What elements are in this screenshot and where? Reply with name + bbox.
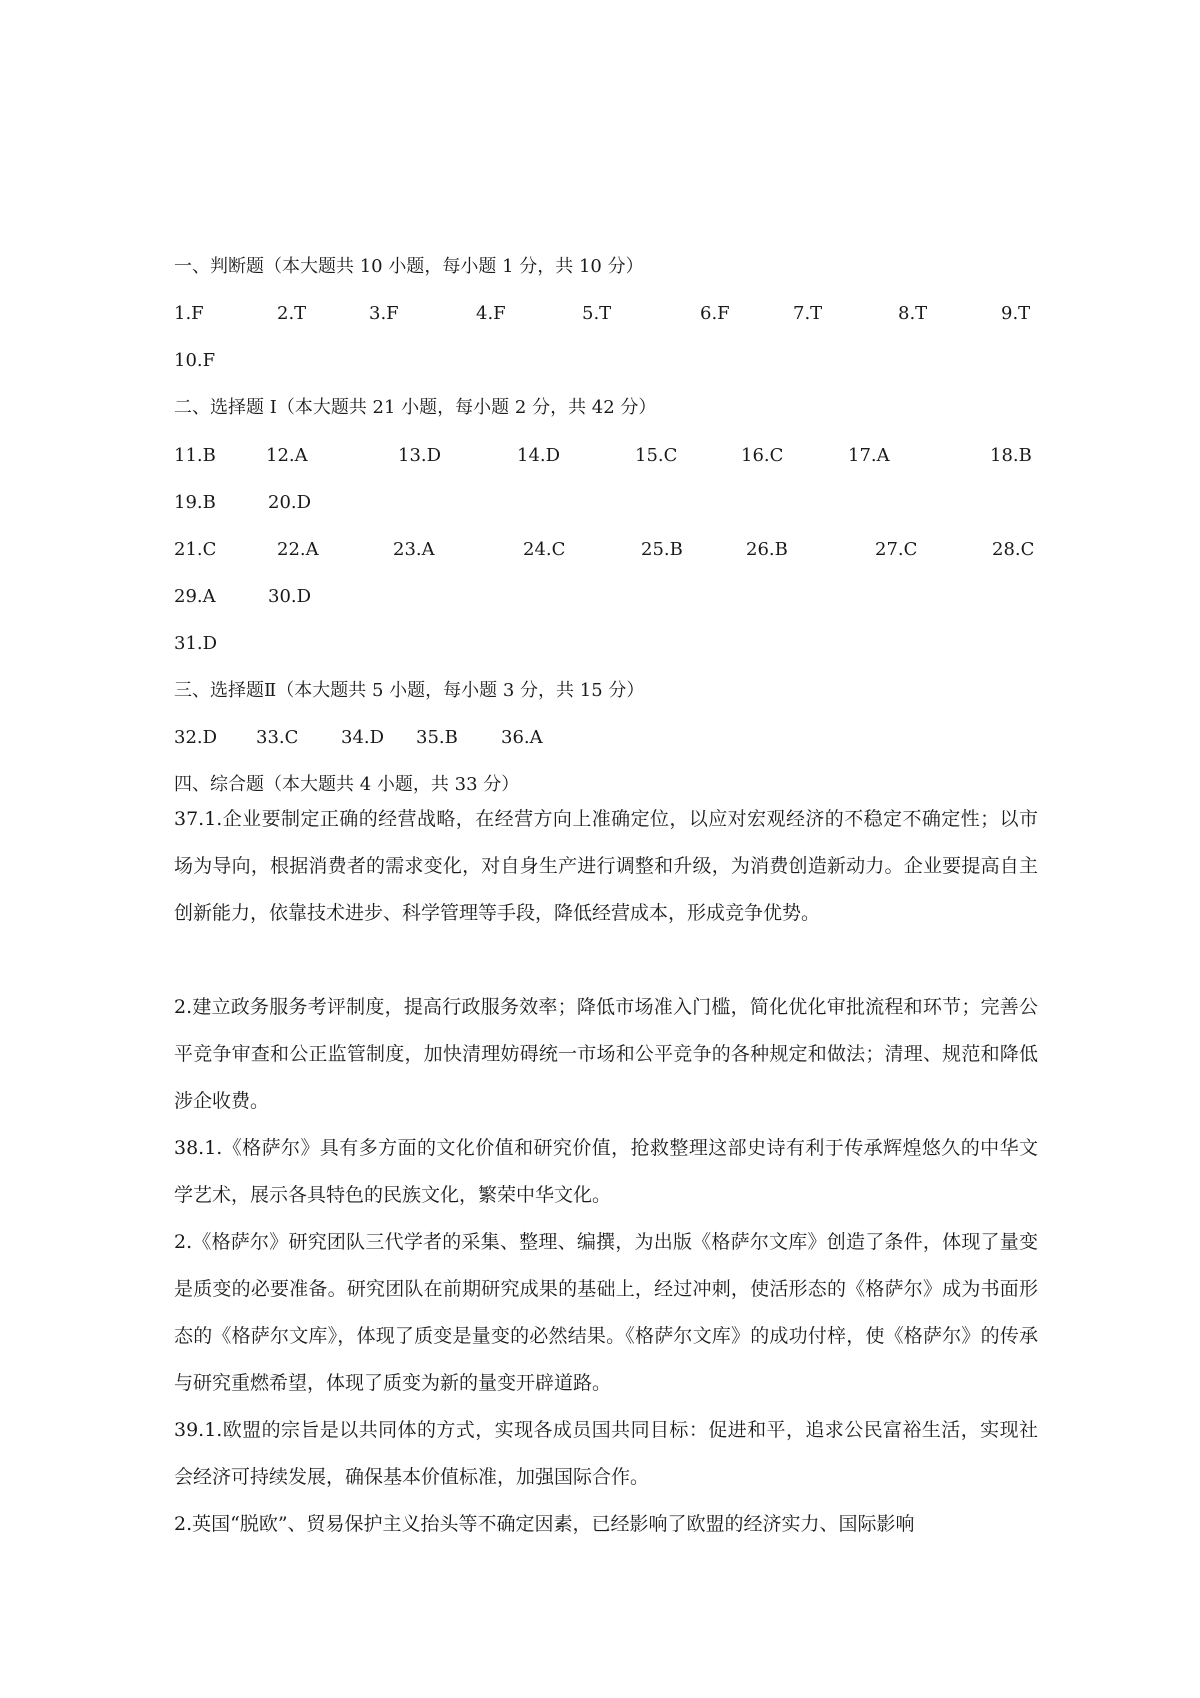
answer-31: 31.D <box>174 633 218 654</box>
answer-39-part2: 2.英国“脱欧”、贸易保护主义抬头等不确定因素，已经影响了欧盟的经济实力、国际影响 <box>174 1513 915 1535</box>
answer-23: 23.A <box>393 539 435 560</box>
answer-1: 1.F <box>174 303 204 324</box>
answer-34: 34.D <box>341 727 385 748</box>
answer-27: 27.C <box>875 539 918 560</box>
answer-16: 16.C <box>741 445 784 466</box>
answer-33: 33.C <box>256 727 299 748</box>
answer-37-part2: 2.建立政务服务考评制度，提高行政服务效率；降低市场准入门槛，简化优化审批流程和环节；完善公平竞争审查和公正监管制度，加快清理妨碍统一市场和公平竞争的各种规定和做法；清理、规范和降低涉企收费。 <box>174 996 1038 1112</box>
answer-6: 6.F <box>700 303 730 324</box>
answer-12: 12.A <box>266 445 308 466</box>
answer-30: 30.D <box>268 586 312 607</box>
section4-heading: 四、综合题（本大题共 4 小题，共 33 分） <box>174 774 520 795</box>
answer-38-part1: 38.1.《格萨尔》具有多方面的文化价值和研究价值，抢救整理这部史诗有利于传承辉煌悠久的中华文学艺术，展示各具特色的民族文化，繁荣中华文化。 <box>174 1137 1038 1206</box>
answer-2: 2.T <box>277 303 307 324</box>
answer-21: 21.C <box>174 539 217 560</box>
answer-28: 28.C <box>992 539 1035 560</box>
answer-38-part2: 2.《格萨尔》研究团队三代学者的采集、整理、编撰，为出版《格萨尔文库》创造了条件，体现了量变是质变的必要准备。研究团队在前期研究成果的基础上，经过冲刺，使活形态的《格萨尔》成为书面形态的《格萨尔文库》，体现了质变是量变的必然结果。《格萨尔文库》的成功付梓，使《格萨尔》的传承与研究重燃希望，体现了质变为新的量变开辟道路。 <box>174 1231 1038 1394</box>
answer-13: 13.D <box>398 445 442 466</box>
answer-36: 36.A <box>501 727 543 748</box>
answer-24: 24.C <box>523 539 566 560</box>
answer-20: 20.D <box>268 492 312 513</box>
answer-32: 32.D <box>174 727 218 748</box>
answer-22: 22.A <box>277 539 319 560</box>
answer-29: 29.A <box>174 586 216 607</box>
answer-37-part1: 37.1.企业要制定正确的经营战略，在经营方向上准确定位，以应对宏观经济的不稳定不确定性；以市场为导向，根据消费者的需求变化，对自身生产进行调整和升级，为消费创造新动力。企业要提高自主创新能力，依靠技术进步、科学管理等手段，降低经营成本，形成竞争优势。 <box>174 808 1038 924</box>
answer-17: 17.A <box>848 445 890 466</box>
answer-18: 18.B <box>990 445 1032 466</box>
section3-heading: 三、选择题Ⅱ（本大题共 5 小题，每小题 3 分，共 15 分） <box>174 680 645 701</box>
answer-8: 8.T <box>898 303 928 324</box>
section2-heading: 二、选择题 I（本大题共 21 小题，每小题 2 分，共 42 分） <box>174 397 657 418</box>
answer-39-part1: 39.1.欧盟的宗旨是以共同体的方式，实现各成员国共同目标：促进和平，追求公民富裕生活，实现社会经济可持续发展，确保基本价值标准，加强国际合作。 <box>174 1419 1038 1488</box>
answer-11: 11.B <box>174 445 216 466</box>
answer-35: 35.B <box>416 727 458 748</box>
answer-14: 14.D <box>517 445 561 466</box>
answer-3: 3.F <box>369 303 399 324</box>
answer-4: 4.F <box>476 303 506 324</box>
answer-26: 26.B <box>746 539 788 560</box>
answer-7: 7.T <box>793 303 823 324</box>
answer-19: 19.B <box>174 492 216 513</box>
answer-9: 9.T <box>1001 303 1031 324</box>
section1-heading: 一、判断题（本大题共 10 小题，每小题 1 分，共 10 分） <box>174 256 644 277</box>
answer-15: 15.C <box>635 445 678 466</box>
answer-25: 25.B <box>641 539 683 560</box>
answer-5: 5.T <box>582 303 612 324</box>
answer-10: 10.F <box>174 350 216 371</box>
